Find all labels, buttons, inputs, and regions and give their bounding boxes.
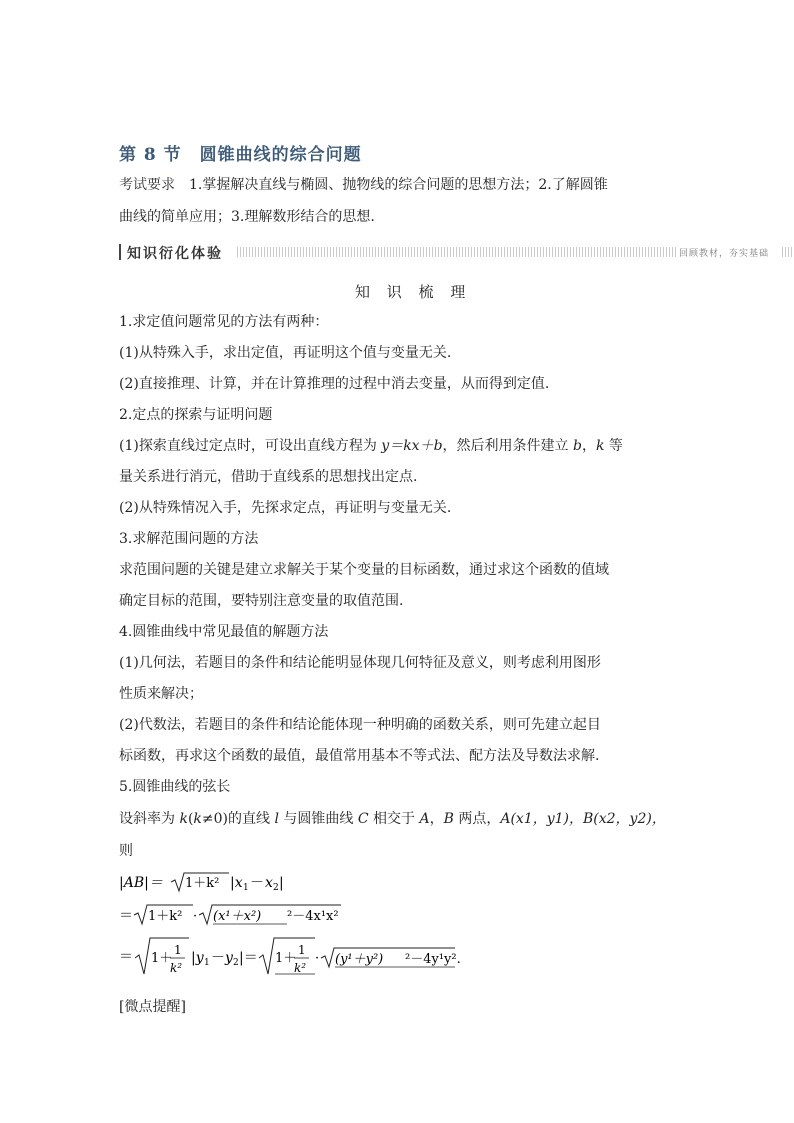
svg-text:1: 1 xyxy=(298,943,306,957)
svg-text:2: 2 xyxy=(233,958,239,968)
svg-text:＝: ＝ xyxy=(119,949,133,965)
section-heading xyxy=(119,140,362,165)
p5-text-2: 则 xyxy=(119,843,133,859)
p3-title: 3.求解范围问题的方法 xyxy=(119,531,259,547)
svg-text:y: y xyxy=(225,950,233,966)
svg-text:(y¹＋y²): (y¹＋y²) xyxy=(335,952,384,967)
p1-item-b: (2)直接推理、计算，并在计算推理的过程中消去变量，从而得到定值. xyxy=(119,376,550,392)
tip-heading: [微点提醒] xyxy=(119,999,186,1015)
formula-2 xyxy=(119,900,379,934)
svg-text:|AB|＝: |AB|＝ xyxy=(119,875,163,891)
section-banner xyxy=(119,243,770,262)
section-number: 第 8 节 xyxy=(119,145,182,165)
svg-text:·: · xyxy=(193,909,198,924)
svg-text:1＋k²: 1＋k² xyxy=(185,876,220,891)
requirements-line-2: 曲线的简单应用；3.理解数形结合的思想. xyxy=(119,209,375,225)
requirements-line-1 xyxy=(119,176,608,194)
p5-t5: 相交于 xyxy=(368,811,420,827)
p5-t4: 与圆锥曲线 xyxy=(278,811,358,827)
var-k: k xyxy=(193,811,202,827)
svg-text:|＝: |＝ xyxy=(239,950,258,966)
var-b: b xyxy=(572,438,582,454)
svg-text:|: | xyxy=(279,875,284,891)
p2-a-text-end: 等 xyxy=(604,438,623,454)
svg-text:1: 1 xyxy=(243,883,249,893)
requirements-text-1: 1.掌握解决直线与椭圆、抛物线的综合问题的思想方法；2.了解圆锥 xyxy=(189,177,608,193)
p5-t6: ， xyxy=(429,811,444,827)
svg-text:|x: |x xyxy=(230,875,243,891)
svg-text:＝: ＝ xyxy=(119,908,133,924)
p2-title: 2.定点的探索与证明问题 xyxy=(119,407,273,423)
svg-text:²－4y¹y².: ²－4y¹y². xyxy=(405,952,461,967)
p5-t2: ( xyxy=(187,811,194,827)
svg-text:x: x xyxy=(265,875,273,891)
banner-hatch-end xyxy=(782,247,794,257)
svg-text:1＋k²: 1＋k² xyxy=(148,909,183,924)
svg-text:1＋: 1＋ xyxy=(275,951,297,966)
svg-text:k²: k² xyxy=(170,961,183,975)
p4-title: 4.圆锥曲线中常见最值的解题方法 xyxy=(119,624,329,640)
svg-text:－: － xyxy=(211,950,225,966)
p5-t1: 设斜率为 xyxy=(119,811,180,827)
var-A: A xyxy=(419,811,430,827)
p5-t3: ≠0)的直线 xyxy=(201,811,275,827)
requirements-label: 考试要求 xyxy=(119,177,175,193)
p3-text-1: 求范围问题的关键是建立求解关于某个变量的目标函数，通过求这个函数的值域 xyxy=(119,562,609,578)
p2-item-b: (2)从特殊情况入手，先探求定点，再证明与变量无关. xyxy=(119,500,452,516)
svg-text:1: 1 xyxy=(174,943,182,957)
formula-3 xyxy=(119,934,479,984)
svg-text:k²: k² xyxy=(294,961,307,975)
formula-1 xyxy=(119,868,319,900)
var-k: k xyxy=(595,438,605,454)
p2-a-text: (1)探索直线过定点时，可设出直线方程为 xyxy=(119,438,382,454)
banner-marker xyxy=(119,244,121,260)
var-k: k xyxy=(179,811,188,827)
var-l: l xyxy=(274,811,279,827)
svg-text:1: 1 xyxy=(204,958,210,968)
p4-item-b-cont: 标函数，再求这个函数的最值，最值常用基本不等式法、配方法及导数法求解. xyxy=(119,748,600,764)
formula-2-graphic xyxy=(119,900,379,930)
p2-item-a-cont: 量关系进行消元，借助于直线系的思想找出定点. xyxy=(119,469,418,485)
subheading: 知 识 梳 理 xyxy=(355,283,472,301)
formula-3-graphic xyxy=(119,934,479,980)
line-equation: y＝kx＋b xyxy=(381,438,443,454)
svg-text:(x¹＋x²): (x¹＋x²) xyxy=(213,909,262,924)
p2-a-text-mid: ，然后利用条件建立 xyxy=(442,438,573,454)
svg-text:－: － xyxy=(250,875,264,891)
banner-note: 回顾教材，夯实基础 xyxy=(679,249,770,259)
p5-text-1 xyxy=(119,810,666,828)
p4-item-a-cont: 性质来解决； xyxy=(119,686,203,702)
p4-item-b: (2)代数法，若题目的条件和结论能体现一种明确的函数关系，则可先建立起目 xyxy=(119,717,601,733)
svg-text:|y: |y xyxy=(191,950,204,966)
var-C: C xyxy=(357,811,369,827)
p1-title: 1.求定值问题常见的方法有两种： xyxy=(119,314,329,330)
p3-text-2: 确定目标的范围，要特别注意变量的取值范围. xyxy=(119,593,404,609)
formula-1-graphic xyxy=(119,868,319,896)
p2-item-a xyxy=(119,437,623,455)
svg-text:2: 2 xyxy=(273,883,279,893)
p2-a-sep: ， xyxy=(581,438,596,454)
points-coords: A(x1，y1)，B(x2，y2)， xyxy=(500,811,666,827)
var-B: B xyxy=(443,811,454,827)
p5-t7: 两点， xyxy=(453,811,501,827)
banner-tag: 知识衍化体验 xyxy=(127,246,223,262)
svg-text:·: · xyxy=(315,951,320,966)
p5-title: 5.圆锥曲线的弦长 xyxy=(119,779,231,795)
p4-item-a: (1)几何法，若题目的条件和结论能明显体现几何特征及意义，则考虑利用图形 xyxy=(119,655,601,671)
banner-hatch xyxy=(237,247,677,257)
svg-text:²－4x¹x²: ²－4x¹x² xyxy=(287,909,339,924)
section-title: 圆锥曲线的综合问题 xyxy=(199,145,362,165)
svg-text:1＋: 1＋ xyxy=(151,951,173,966)
p1-item-a: (1)从特殊入手，求出定值，再证明这个值与变量无关. xyxy=(119,345,452,361)
